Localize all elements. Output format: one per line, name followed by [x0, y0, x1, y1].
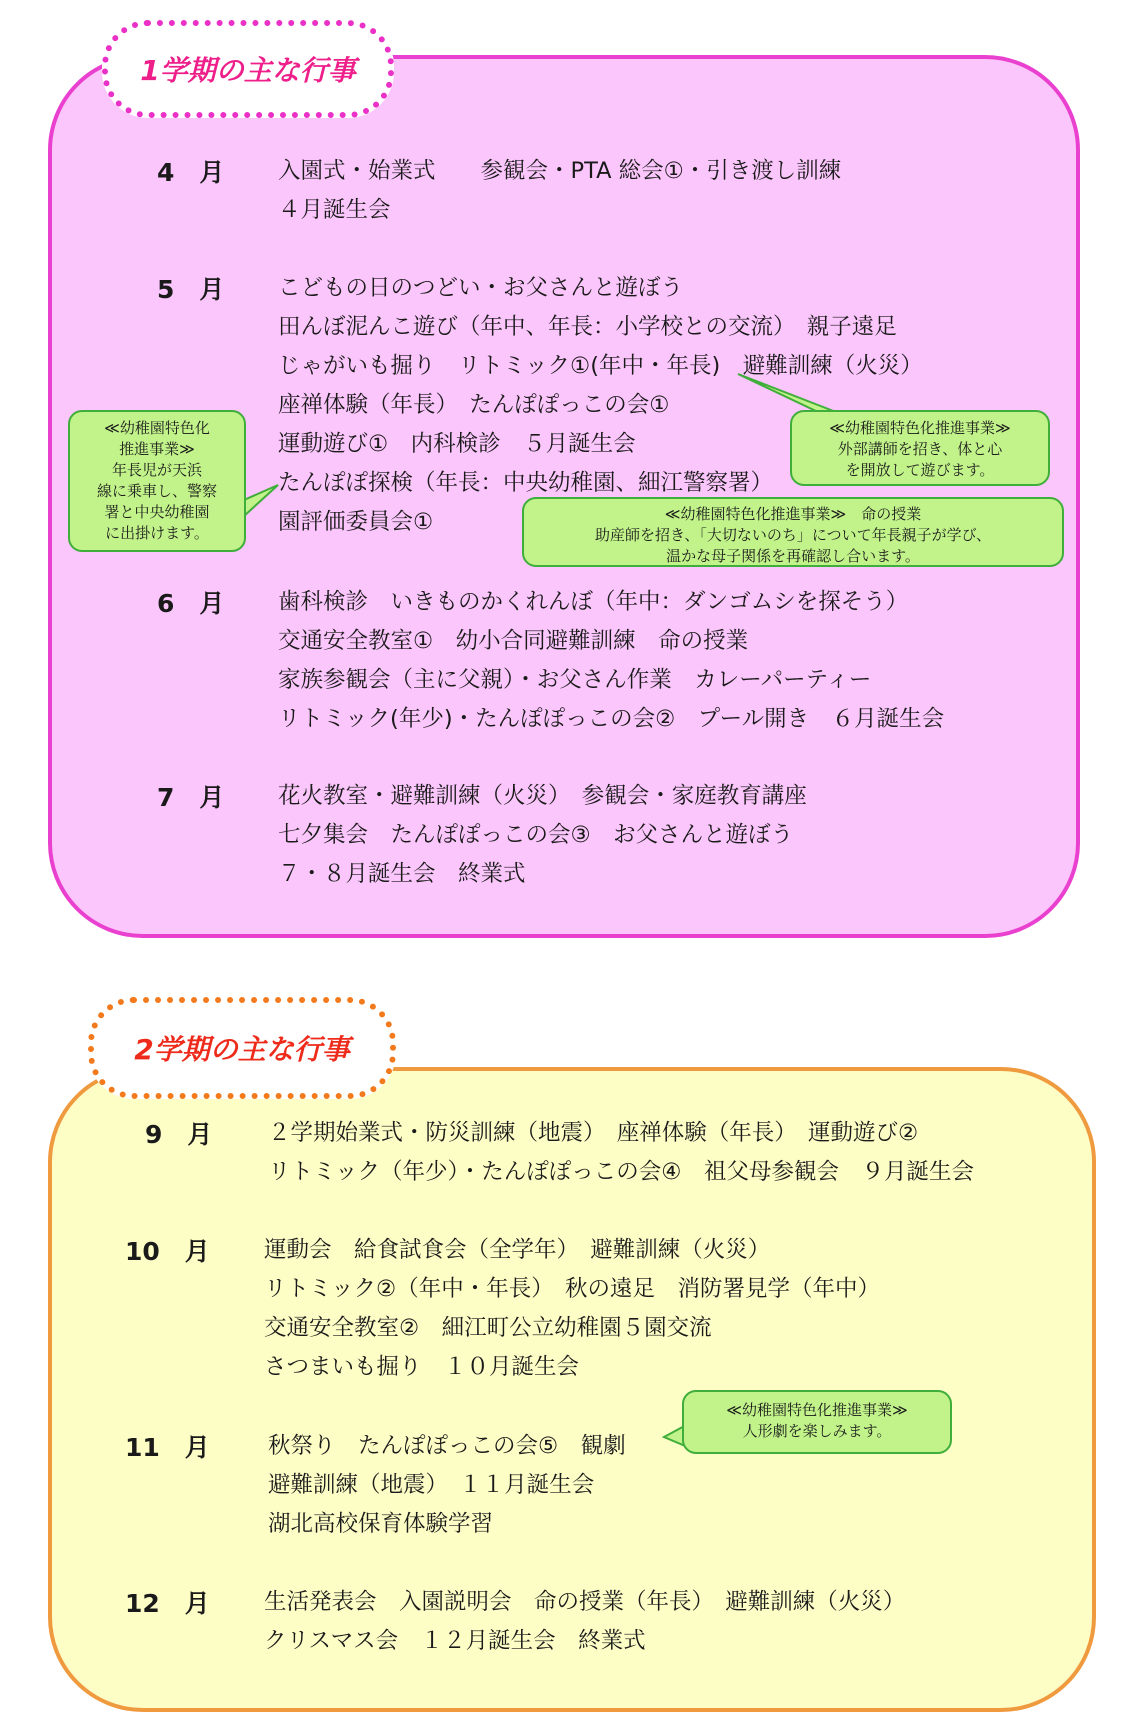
event-line: たんぽぽ探検（年長：中央幼稚園、細江警察署） [278, 470, 774, 496]
event-line: さつまいも掘り １０月誕生会 [264, 1354, 580, 1380]
event-line: 交通安全教室① 幼小合同避難訓練 命の授業 [278, 628, 749, 654]
event-line: 交通安全教室② 細江町公立幼稚園５園交流 [264, 1315, 712, 1341]
event-line: 運動会 給食試食会（全学年） 避難訓練（火災） [264, 1237, 771, 1263]
month-june: 6 月 [157, 589, 225, 618]
event-line: ４月誕生会 [278, 197, 391, 223]
event-line: 座禅体験（年長） たんぽぽっこの会① [278, 392, 670, 418]
kangeki-callout [682, 1390, 952, 1454]
month-april: 4 月 [157, 158, 225, 187]
callout-line: 署と中央幼稚園 [104, 503, 210, 521]
event-line: ７・８月誕生会 終業式 [278, 861, 526, 887]
event-line: こどもの日のつどい・お父さんと遊ぼう [278, 275, 684, 301]
event-line: リトミック(年少)・たんぽぽっこの会② プール開き ６月誕生会 [278, 706, 945, 732]
callout-line: 人形劇を楽しみます。 [742, 1422, 892, 1440]
month-july: 7 月 [157, 783, 225, 812]
term2-title: 2学期の主な行事 [88, 997, 396, 1099]
event-line: 湖北高校保育体験学習 [268, 1511, 494, 1537]
callout-line: 温かな母子関係を再確認し合います。 [666, 547, 920, 565]
event-line: 花火教室・避難訓練（火災） 参観会・家庭教育講座 [278, 783, 807, 809]
callout-line: ≪幼稚園特色化推進事業≫ [829, 419, 1011, 437]
callout-line: に出掛けます。 [105, 524, 209, 542]
event-line: 家族参観会（主に父親）・お父さん作業 カレーパーティー [278, 667, 872, 693]
callout-line: 線に乗車し、警察 [96, 482, 217, 500]
callout-line: 助産師を招き、「大切ないのち」について年長親子が学び、 [594, 526, 991, 544]
event-line: 園評価委員会① [278, 509, 434, 535]
term1-title: 1学期の主な行事 [102, 20, 394, 118]
month-december: 12 月 [125, 1589, 210, 1618]
month-september: 9 月 [145, 1120, 213, 1149]
event-line: 田んぼ泥んこ遊び（年中、年長：小学校との交流） 親子遠足 [278, 314, 897, 340]
event-line: 入園式・始業式 参観会・PTA 総会①・引き渡し訓練 [278, 158, 842, 184]
callout-line: 外部講師を招き、体と心 [837, 440, 1003, 458]
month-may: 5 月 [157, 275, 225, 304]
event-line: クリスマス会 １２月誕生会 終業式 [264, 1628, 646, 1654]
event-line: 七夕集会 たんぽぽっこの会③ お父さんと遊ぼう [278, 822, 794, 848]
callout-line: 年長児が天浜 [111, 461, 202, 479]
callout-line: を開放して遊びます。 [845, 461, 995, 479]
callout-line: ≪幼稚園特色化推進事業≫ 命の授業 [664, 505, 922, 523]
rhythmic-callout [790, 410, 1050, 486]
callout-line: ≪幼稚園特色化推進事業≫ [726, 1401, 908, 1419]
event-line: 運動遊び① 内科検診 ５月誕生会 [278, 431, 636, 457]
event-line: 歯科検診 いきものかくれんぼ（年中：ダンゴムシを探そう） [278, 589, 909, 615]
inochi-callout [522, 497, 1064, 567]
event-line: 避難訓練（地震） １１月誕生会 [268, 1472, 595, 1498]
event-line: リトミック②（年中・年長） 秋の遠足 消防署見学（年中） [264, 1276, 880, 1302]
event-line: ２学期始業式・防災訓練（地震） 座禅体験（年長） 運動遊び② [268, 1120, 919, 1146]
event-line: 秋祭り たんぽぽっこの会⑤ 観劇 [268, 1433, 626, 1459]
event-line: じゃがいも掘り リトミック①(年中・年長) 避難訓練（火災） [278, 353, 923, 379]
callout-line: 推進事業≫ [119, 440, 195, 458]
month-october: 10 月 [125, 1237, 210, 1266]
month-november: 11 月 [125, 1433, 210, 1462]
tanpopo-callout [68, 410, 246, 552]
event-line: リトミック（年少）・たんぽぽっこの会④ 祖父母参観会 ９月誕生会 [268, 1159, 974, 1185]
callout-line: ≪幼稚園特色化 [104, 419, 210, 437]
event-line: 生活発表会 入園説明会 命の授業（年長） 避難訓練（火災） [264, 1589, 906, 1615]
